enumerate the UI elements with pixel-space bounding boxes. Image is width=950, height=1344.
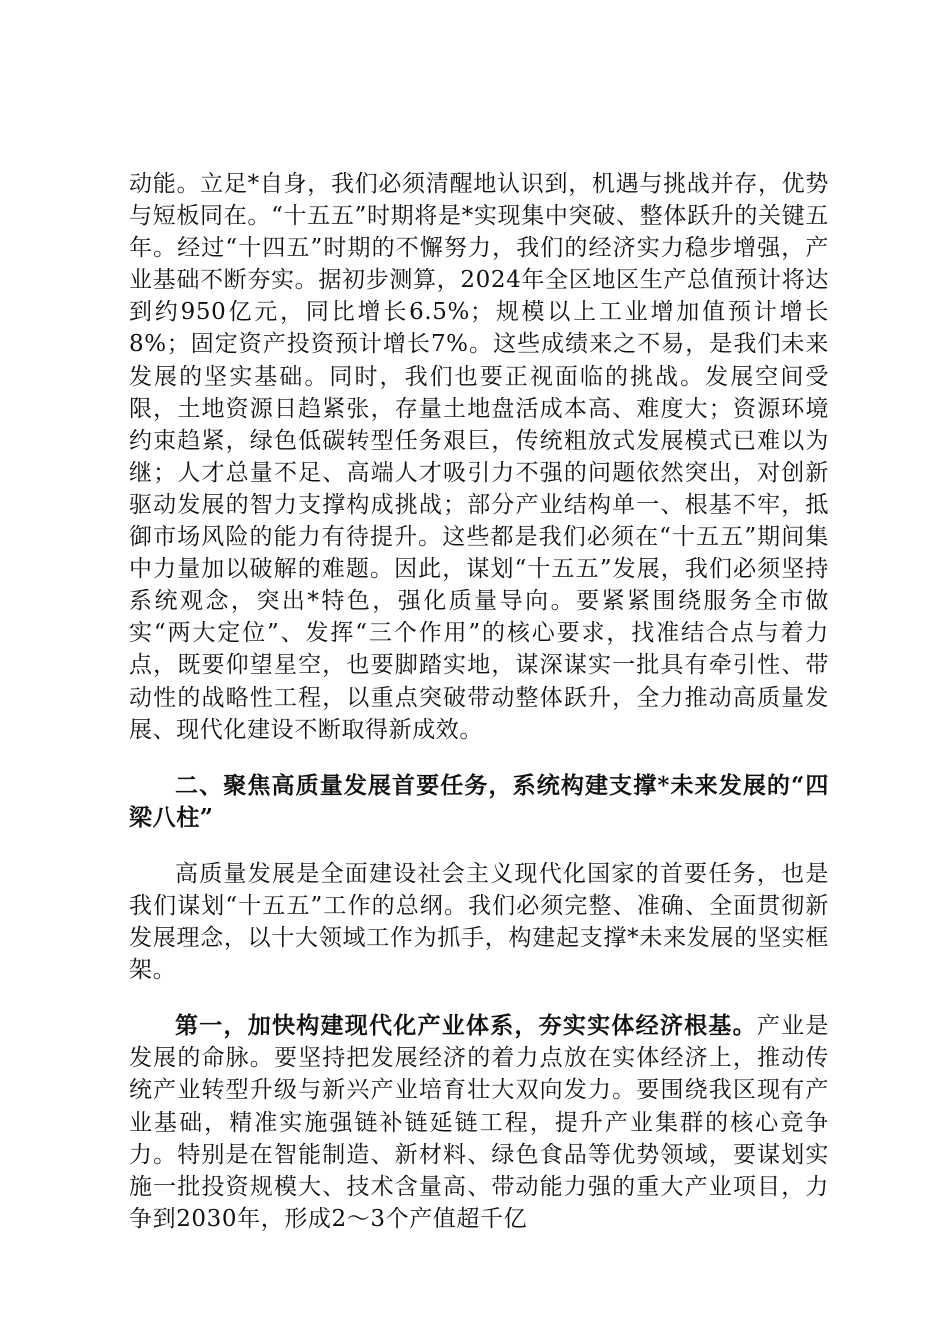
section-heading: 二、聚焦高质量发展首要任务，系统构建支撑*未来发展的“四梁八柱” [129, 771, 829, 831]
paragraph-spacer [129, 834, 829, 858]
paragraph-body-text: 产业是发展的命脉。要坚持把发展经济的着力点放在实体经济上，推动传统产业转型升级与新兴产业培育壮大双向发力。要围绕我区现有产业基础，精准实施强链补链延链工程，提升产业集群的核心竞争力。特别是在智能制造、新材料、绿色食品等优势领域，要谋划实施一批投资规模大、技术含量高、带动能力强的重大产业项目，力争到2030年，形成2～3个产值超千亿 [129, 1013, 829, 1232]
paragraph-lead-sentence: 第一，加快构建现代化产业体系，夯实实体经济根基。 [175, 1012, 757, 1040]
body-paragraph: 高质量发展是全面建设社会主义现代化国家的首要任务，也是我们谋划“十五五”工作的总纲。我们必须完整、准确、全面贯彻新发展理念，以十大领域工作为抓手，构建起支撑*未来发展的坚实框架。 [129, 860, 829, 984]
paragraph-spacer [129, 746, 829, 770]
body-paragraph [129, 1010, 829, 1235]
paragraph-spacer [129, 986, 829, 1010]
body-paragraph: 动能。立足*自身，我们必须清醒地认识到，机遇与挑战并存，优势与短板同在。“十五五”时期将是*实现集中突破、整体跃升的关键五年。经过“十四五”时期的不懈努力，我们的经济实力稳步增强，产业基础不断夯实。据初步测算，2024年全区地区生产总值预计将达到约950亿元，同比增长6.5%；规模以上工业增加值预计增长8%；固定资产投资预计增长7%。这些成绩来之不易，是我们未来发展的坚实基础。同时，我们也要正视面临的挑战。发展空间受限，土地资源日趋紧张，存量土地盘活成本高、难度大；资源环境约束趋紧，绿色低碳转型任务艰巨，传统粗放式发展模式已难以为继；人才总量不足、高端人才吸引力不强的问题依然突出，对创新驱动发展的智力支撑构成挑战；部分产业结构单一、根基不牢，抵御市场风险的能力有待提升。这些都是我们必须在“十五五”期间集中力量加以破解的难题。因此，谋划“十五五”发展，我们必须坚持系统观念，突出*特色，强化质量导向。要紧紧围绕服务全市做实“两大定位”、发挥“三个作用”的核心要求，找准结合点与着力点，既要仰望星空，也要脚踏实地，谋深谋实一批具有牵引性、带动性的战略性工程，以重点突破带动整体跃升，全力推动高质量发展、现代化建设不断取得新成效。 [129, 171, 829, 743]
document-body [129, 168, 829, 1235]
